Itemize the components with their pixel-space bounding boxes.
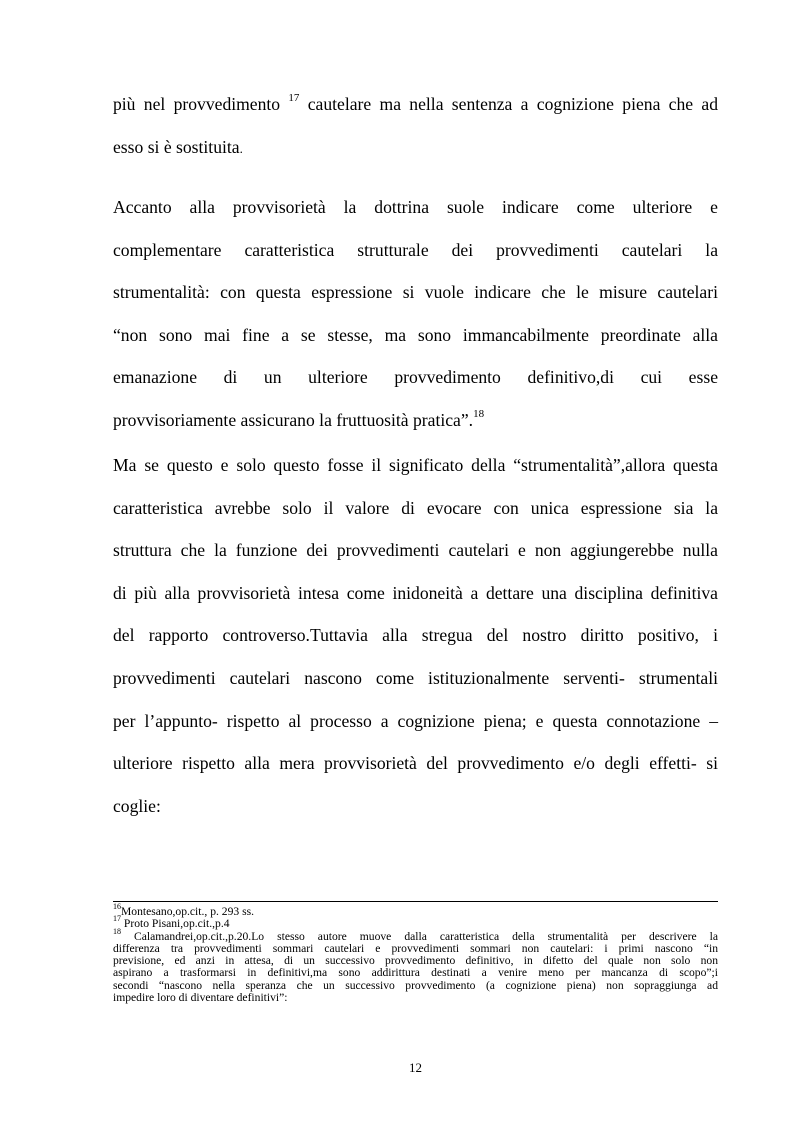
text-line: emanazione di un ulteriore provvedimento definitivo,di cui esse <box>113 367 718 388</box>
footnote-18 <box>113 926 718 1005</box>
paragraph-2 <box>113 186 718 442</box>
footnote-line: impedire loro di diventare definitivi”: <box>113 991 288 1005</box>
text-line: di più alla provvisorietà intesa come inidoneità a dettare una disciplina definitiva <box>113 582 718 603</box>
footnote-divider <box>113 901 718 902</box>
page-number: 12 <box>409 1060 422 1075</box>
footnote-ref-17[interactable]: 17 <box>288 92 300 105</box>
text-line: provvisoriamente assicurano la fruttuosità pratica”.$^{18}$ <box>113 408 485 430</box>
text-line: strumentalità: con questa espressione si vuole indicare che le misure cautelari <box>113 282 718 303</box>
footnote-line: differenza tra provvedimenti sommari cautelari e provvedimenti sommari non cautelari: i primi nascono “in <box>113 941 718 955</box>
text-line: per l’appunto- rispetto al processo a cognizione piena; e questa connotazione – <box>113 710 718 731</box>
footnote-line: secondi “nascono nella speranza che un successivo provvedimento (a cognizione piena) non sopraggiunga ad <box>113 978 718 992</box>
text-line: provvedimenti cautelari nascono come istituzionalmente serventi- strumentali <box>113 667 718 688</box>
footnote-number: 16 <box>113 902 121 912</box>
text-line: più nel provvedimento $^{17}$ cautelare ma nella sentenza a cognizione piena che ad <box>113 92 719 114</box>
text-line: coglie: <box>113 795 161 816</box>
text-line: “non sono mai fine a se stesse, ma sono immancabilmente preordinate alla <box>113 324 718 345</box>
footnote-line: previsione, ed anzi in attesa, di un successivo provvedimento definitivo, in difetto del quale non solo non <box>113 954 718 968</box>
text-line: complementare caratteristica strutturale dei provvedimenti cautelari la <box>113 239 718 260</box>
footnote-line: $^{18}$ Calamandrei,op.cit.,p.20.Lo stesso autore muove dalla caratteristica della strumentalità per descrivere la <box>113 926 718 943</box>
text-line: Ma se questo e solo questo fosse il significato della “strumentalità”,allora questa <box>113 455 718 475</box>
footnote-16: $^{16}$Montesano,op.cit., p. 293 ss. <box>113 902 254 918</box>
text-line: Accanto alla provvisorietà la dottrina suole indicare come ulteriore e <box>113 197 718 217</box>
footnote-line: aspirano a trasformarsi in definitivi,ma sono addirittura destinati a venire meno per mancanza di scopo”;i <box>113 966 718 980</box>
paragraph-1 <box>113 83 718 170</box>
footnote-number: 17 <box>113 914 121 924</box>
footnote-number: 18 <box>113 926 121 936</box>
text-line: del rapporto controverso.Tuttavia alla stregua del nostro diritto positivo, i <box>113 625 718 646</box>
footnotes <box>113 902 718 1005</box>
text-line: esso si è sostituita. <box>113 136 243 157</box>
document-page <box>113 0 718 1123</box>
footnote-ref-18[interactable]: 18 <box>473 408 485 421</box>
text-line: struttura che la funzione dei provvedimenti cautelari e non aggiungerebbe nulla <box>113 540 718 561</box>
text-line: ulteriore rispetto alla mera provvisorietà del provvedimento e/o degli effetti- si <box>113 753 718 774</box>
paragraph-3 <box>113 444 718 827</box>
footnote-17: $^{17}$ Proto Pisani,op.cit.,p.4 <box>113 914 230 931</box>
text-line: caratteristica avrebbe solo il valore di evocare con unica espressione sia la <box>113 497 718 518</box>
